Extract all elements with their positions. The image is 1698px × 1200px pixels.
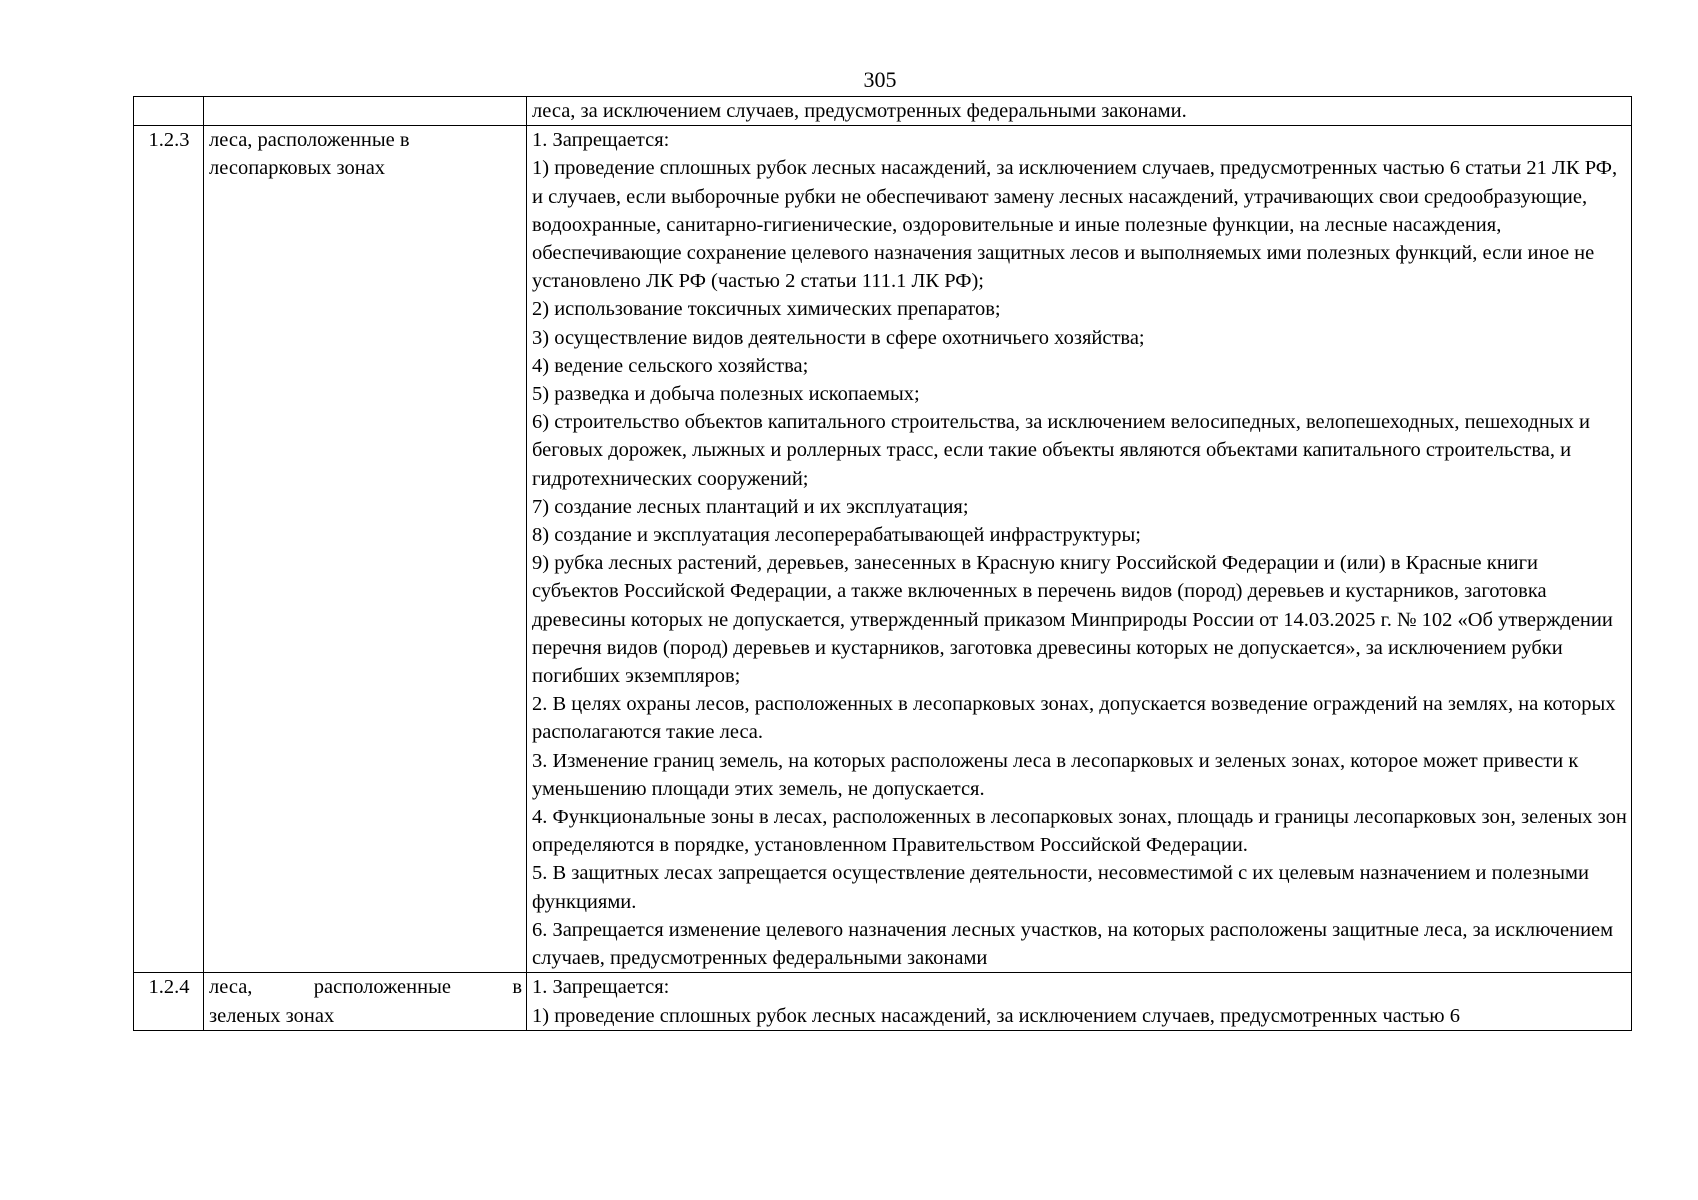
row-name-cell: леса, расположенные в лесопарковых зонах bbox=[204, 126, 527, 973]
paragraph: 1) проведение сплошных рубок лесных насаждений, за исключением случаев, предусмотренных частью 6 bbox=[532, 1004, 1460, 1027]
row-text-cell bbox=[527, 97, 1632, 126]
paragraph: 3. Изменение границ земель, на которых расположены леса в лесопарковых и зеленых зонах, которое может привести к уменьшению площади этих земель, не допускается. bbox=[532, 749, 1579, 800]
paragraph: 7) создание лесных плантаций и их эксплуатация; bbox=[532, 495, 969, 518]
row-number-cell: 1.2.4 bbox=[134, 973, 204, 1030]
table-row bbox=[134, 973, 1632, 1030]
paragraph: леса, за исключением случаев, предусмотренных федеральными законами. bbox=[532, 100, 1187, 122]
paragraph: 8) создание и эксплуатация лесоперерабатывающей инфраструктуры; bbox=[532, 524, 1141, 547]
paragraph: 1. Запрещается: bbox=[532, 129, 670, 152]
table-row bbox=[134, 126, 1632, 973]
paragraph: 5. В защитных лесах запрещается осуществление деятельности, несовместимой с их целевым назначением и полезными функциями. bbox=[532, 862, 1589, 913]
paragraph: 6) строительство объектов капитального строительства, за исключением велосипедных, велопешеходных, пешеходных и беговых дорожек, лыжных и роллерных трасс, если такие объекты являются объектами капитального строительства, и гидротехнических сооружений; bbox=[532, 411, 1590, 490]
row-number-cell bbox=[134, 97, 204, 126]
row-name-line: леса, расположенные в bbox=[209, 976, 522, 999]
paragraph: 6. Запрещается изменение целевого назначения лесных участков, на которых расположены защитные леса, за исключением случаев, предусмотренных федеральными законами bbox=[532, 918, 1614, 970]
row-name-cell bbox=[204, 97, 527, 126]
row-name-line: зеленых зонах bbox=[209, 1004, 335, 1027]
paragraph: 3) осуществление видов деятельности в сфере охотничьего хозяйства; bbox=[532, 326, 1145, 349]
paragraph: 5) разведка и добыча полезных ископаемых; bbox=[532, 383, 920, 406]
paragraph: 1. Запрещается: bbox=[532, 976, 670, 999]
row-number-cell: 1.2.3 bbox=[134, 126, 204, 973]
paragraph: 2. В целях охраны лесов, расположенных в лесопарковых зонах, допускается возведение ограждений на землях, на которых располагаются такие леса. bbox=[532, 693, 1616, 744]
page-number: 305 bbox=[863, 67, 897, 92]
paragraph: 4) ведение сельского хозяйства; bbox=[532, 354, 809, 377]
table-row bbox=[134, 97, 1632, 126]
row-text-cell bbox=[527, 973, 1632, 1030]
paragraph: 9) рубка лесных растений, деревьев, занесенных в Красную книгу Российской Федерации и (или) в Красные книги субъектов Российской Федерации, а также включенных в перечень видов (пород) деревьев и кустарников, заготовка древесины которых не допускается, утвержденный приказом Минприроды России от 14.03.2025 г. № 102 «Об утверждении перечня видов (пород) деревьев и кустарников, заготовка древесины которых не допускается», за исключением рубки погибших экземпляров; bbox=[532, 552, 1613, 688]
regulations-table bbox=[133, 96, 1632, 1031]
row-name-cell bbox=[204, 973, 527, 1030]
paragraph: 4. Функциональные зоны в лесах, расположенных в лесопарковых зонах, площадь и границы лесопарковых зон, зеленых зон определяются в порядке, установленном Правительством Российской Федерации. bbox=[532, 806, 1627, 857]
paragraph: 2) использование токсичных химических препаратов; bbox=[532, 298, 1001, 321]
row-text-cell bbox=[527, 126, 1632, 973]
paragraph: 1) проведение сплошных рубок лесных насаждений, за исключением случаев, предусмотренных частью 6 статьи 21 ЛК РФ, и случаев, если выборочные рубки не обеспечивают замену лесных насаждений, утрачивающих свои средообразующие, водоохранные, санитарно-гигиенические, оздоровительные и иные полезные функции, на лесные насаждения, обеспечивающие сохранение целевого назначения защитных лесов и выполняемых ими полезных функций, если иное не установлено ЛК РФ (частью 2 статьи 111.1 ЛК РФ); bbox=[532, 157, 1618, 293]
